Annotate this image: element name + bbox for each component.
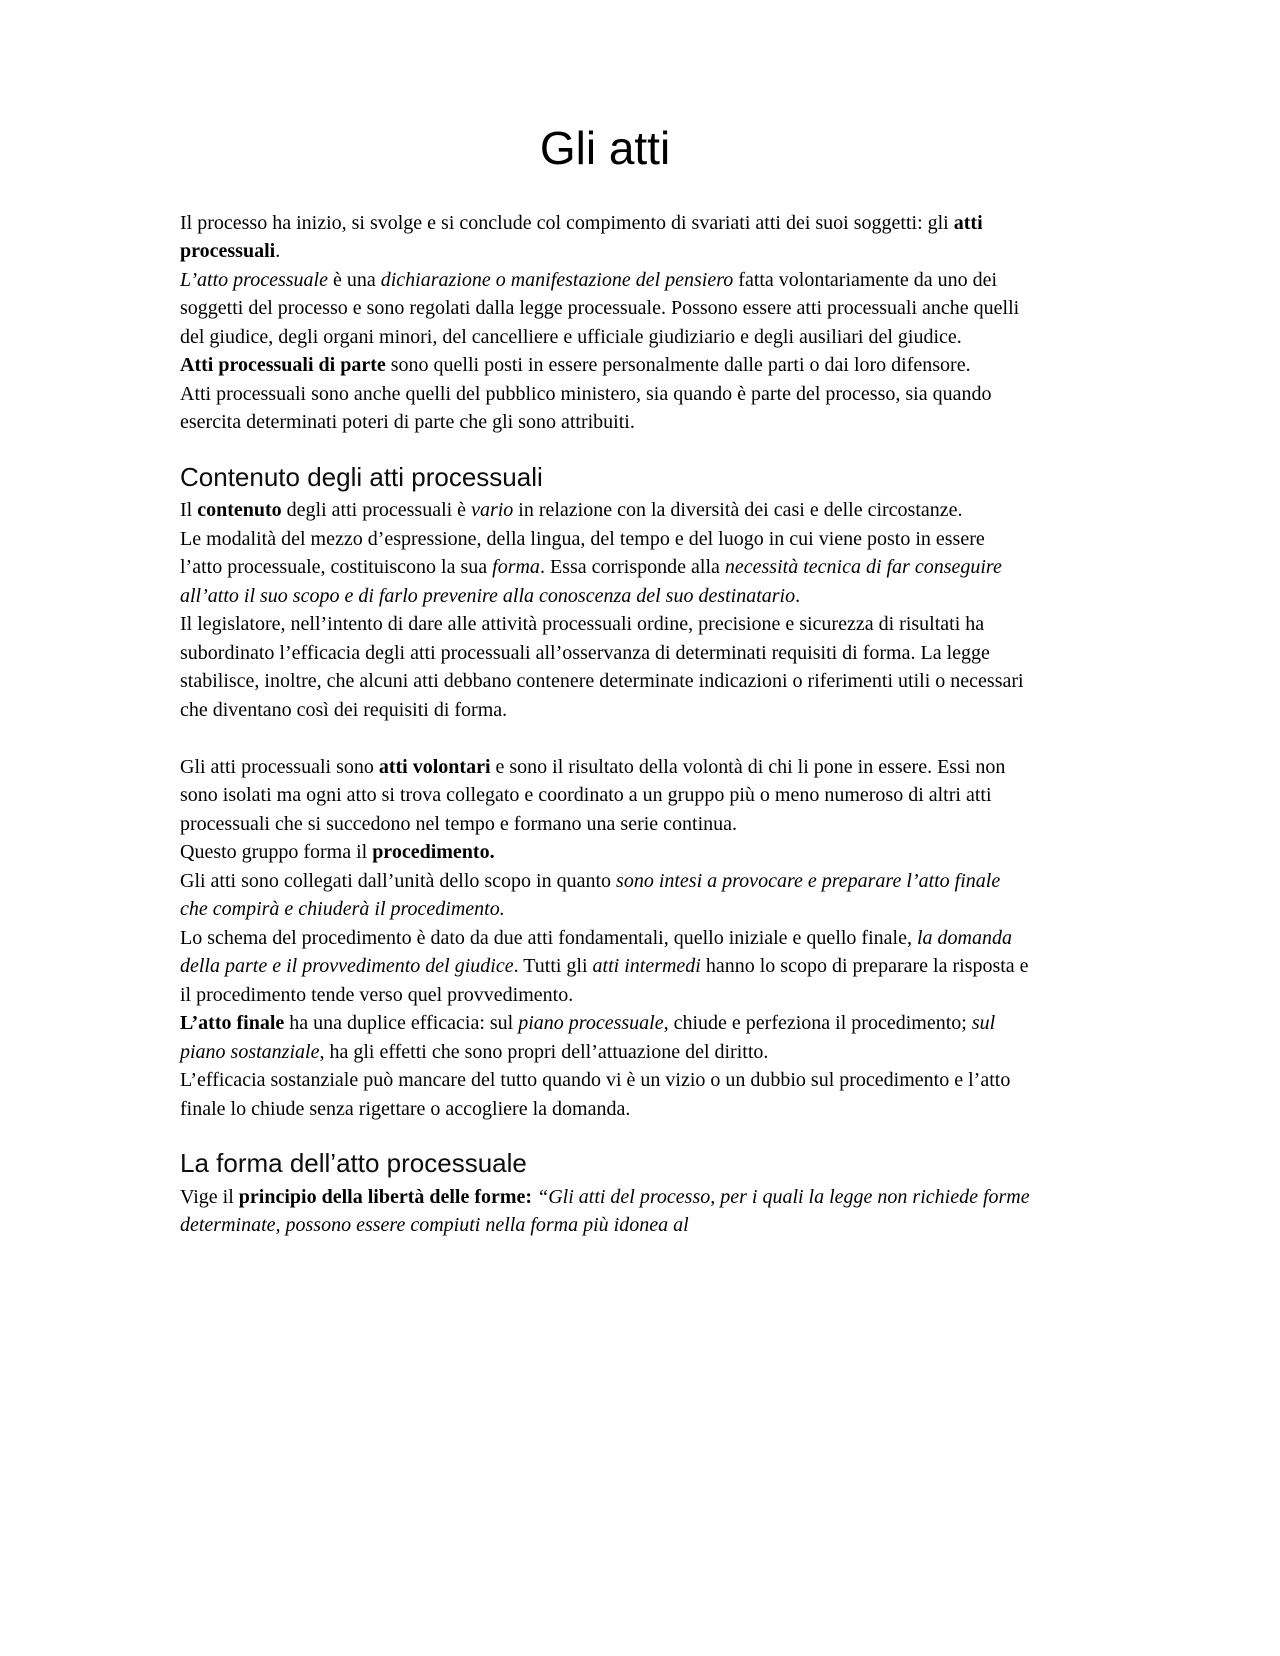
text-run: L’efficacia sostanziale può mancare del tutto quando vi è un vizio o un dubbio sul procedimento e l’atto finale lo chiude senza rigettare o accogliere la domanda. [180, 1069, 1011, 1120]
text-run: forma [492, 556, 540, 579]
text-run: necessità tecnica di far conseguire all’atto il suo scopo e di farlo prevenire alla conoscenza del suo destinatario [180, 556, 1002, 607]
section-heading [180, 1147, 1030, 1180]
text-run: Il [180, 499, 198, 522]
paragraph [180, 753, 1030, 839]
text-run: Gli atti sono collegati dall’unità dello scopo in quanto [180, 869, 617, 892]
text-run: è una [327, 268, 381, 291]
text-run: Questo gruppo forma il [180, 841, 373, 864]
text-run: piano processuale [518, 1012, 664, 1035]
paragraph [180, 496, 1030, 525]
text-run: Gli atti processuali sono [180, 755, 379, 778]
text-run: dichiarazione o manifestazione del pensiero [380, 268, 734, 291]
paragraph [180, 1009, 1030, 1066]
paragraph-spacer [180, 724, 1030, 753]
text-run: ha una duplice efficacia: sul [284, 1012, 519, 1035]
text-run: contenuto [197, 499, 282, 522]
text-run: sul piano sostanziale [180, 1012, 996, 1063]
text-run: L’atto finale [180, 1012, 285, 1035]
text-run: sono quelli posti in essere personalmente dalle parti o dai loro difensore. [385, 354, 971, 377]
text-run: degli atti processuali è [281, 499, 472, 522]
paragraph [180, 351, 1030, 380]
section-heading [180, 461, 1030, 494]
text-run: . [275, 240, 281, 263]
text-run: . Tutti gli [513, 955, 593, 978]
paragraph [180, 266, 1030, 352]
text-run: vario [471, 499, 514, 522]
text-run: Il legislatore, nell’intento di dare alle attività processuali ordine, precisione e sicurezza di risultati ha subordinato l’efficacia degli atti processuali all’osservanza di determinati requisiti di forma. La legge stabilisce, inoltre, che alcuni atti debbano contenere determinate indicazioni o riferimenti utili o necessari che diventano così dei requisiti di forma. [180, 613, 1024, 721]
text-run: L’atto processuale [180, 268, 328, 291]
paragraph [180, 1066, 1030, 1123]
text-run: Il processo ha inizio, si svolge e si conclude col compimento di svariati atti dei suoi soggetti: gli [180, 211, 954, 234]
text-run: e sono il risultato della volontà di chi li pone in essere. Essi non sono isolati ma ogni atto si trova collegato e coordinato a un gruppo più o meno numeroso di altri atti processuali che si succedono nel tempo e formano una serie continua. [180, 755, 1006, 835]
text-run: Contenuto degli atti processuali [180, 461, 543, 492]
text-run: atti processuali [180, 211, 983, 263]
paragraph [180, 525, 1030, 611]
text-run: , chiude e perfeziona il procedimento; [663, 1012, 972, 1035]
paragraph [180, 838, 1030, 867]
paragraph [180, 380, 1030, 437]
text-run: atti volontari [378, 755, 491, 778]
text-run: Gli atti [539, 122, 671, 174]
text-run: Atti processuali di parte [180, 354, 386, 377]
text-run: atti intermedi [592, 955, 701, 978]
text-run: hanno lo scopo di preparare la risposta e il procedimento tende verso quel provvedimento. [180, 955, 1029, 1006]
text-run: La forma dell’atto processuale [180, 1148, 527, 1179]
paragraph [180, 1183, 1030, 1240]
text-run: Atti processuali sono anche quelli del pubblico ministero, sia quando è parte del processo, sia quando esercita determinati poteri di parte che gli sono attribuiti. [180, 382, 992, 434]
text-run: sono intesi a provocare e preparare l’atto finale che compirà e chiuderà il procedimento. [180, 869, 1001, 921]
text-run: . [795, 584, 801, 607]
text-run: . Essa corrisponde alla [539, 556, 725, 579]
text-run: , ha gli effetti che sono propri dell’attuazione del diritto. [319, 1040, 769, 1063]
text-run: fatta volontariamente da uno dei soggetti del processo e sono regolati dalla legge processuale. Possono essere atti processuali anche quelli del giudice, degli organi minori, del cancelliere e ufficiale giudiziario e degli ausiliari del giudice. [180, 268, 1020, 348]
document-title [180, 122, 1030, 175]
text-run: in relazione con la diversità dei casi e delle circostanze. [513, 499, 963, 522]
text-run: principio della libertà delle forme: [238, 1185, 533, 1208]
paragraph [180, 209, 1030, 266]
text-run: “Gli atti del processo, per i quali la legge non richiede forme determinate, possono essere compiuti nella forma più idonea al [180, 1185, 1030, 1237]
text-run: Lo schema del procedimento è dato da due atti fondamentali, quello iniziale e quello finale, [180, 926, 917, 949]
paragraph [180, 610, 1030, 724]
text-run: Le modalità del mezzo d’espressione, della lingua, del tempo e del luogo in cui viene posto in essere l’atto processuale, costituiscono la sua [180, 527, 985, 579]
text-run: Vige il [180, 1185, 239, 1208]
paragraph [180, 924, 1030, 1010]
paragraph [180, 867, 1030, 924]
text-run: procedimento. [372, 841, 495, 864]
text-run: la domanda della parte e il provvedimento del giudice [180, 926, 1012, 978]
